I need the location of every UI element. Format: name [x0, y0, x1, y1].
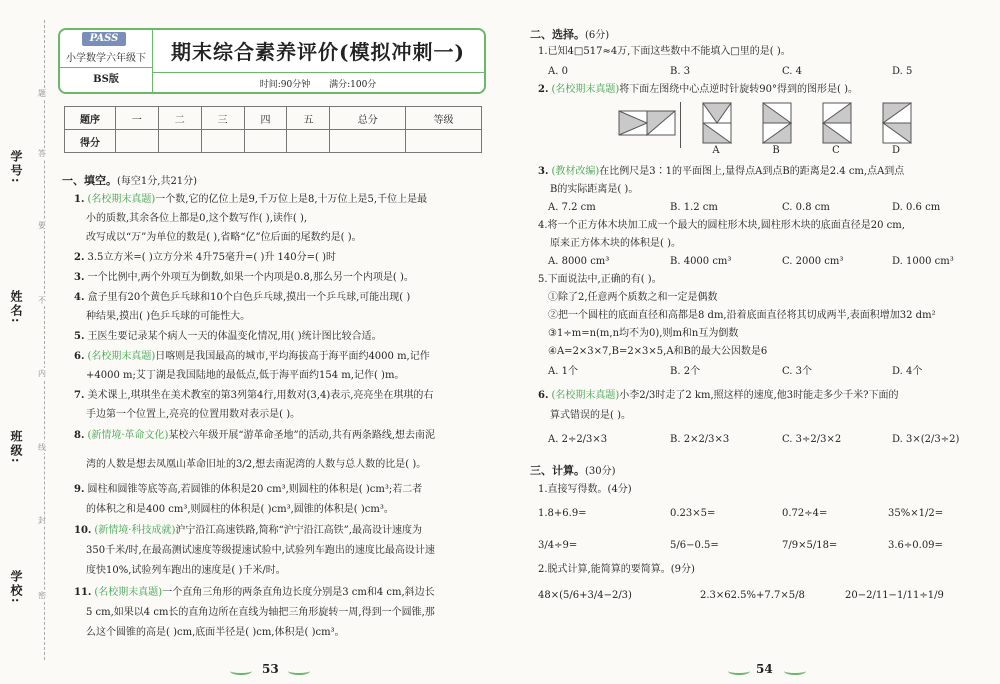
table-cell: 等级: [406, 107, 482, 130]
question-line: [86, 307, 250, 327]
question-text: 沪宁沿江高速铁路,简称“沪宁沿江高铁”,最高设计速度为: [175, 525, 422, 536]
question-number: 3.: [74, 272, 85, 283]
option[interactable]: B. 3: [670, 66, 691, 77]
option[interactable]: A. 8000 cm³: [548, 256, 610, 267]
figure-label: A: [712, 145, 720, 156]
option[interactable]: C. 3÷2/3×2: [782, 434, 842, 445]
section-note: (30分): [585, 466, 616, 477]
section-note: (每空1分,共21分): [117, 176, 198, 187]
seal-word: 内: [38, 369, 46, 378]
option[interactable]: B. 2×2/3×3: [670, 434, 730, 445]
score-cell[interactable]: [201, 130, 244, 153]
seal-word: 密: [38, 591, 46, 600]
question-tag: (名校期末真题): [551, 390, 620, 401]
score-cell[interactable]: [287, 130, 330, 153]
seal-word: 题: [38, 89, 46, 98]
option-figure-a[interactable]: [702, 102, 732, 144]
table-row: [65, 107, 482, 130]
student-id-label: 学号:: [9, 150, 23, 185]
question-number: 5.: [74, 331, 85, 342]
name-label: 姓名:: [9, 290, 23, 325]
class-label: 班级:: [9, 430, 23, 465]
calc-item: 3/4÷9=: [538, 540, 578, 551]
question-line: [74, 190, 427, 210]
leaf-ornament-icon: [288, 664, 310, 676]
section-title-text: 一、填空。: [62, 174, 117, 187]
question-text: 将下面左图绕中心点逆时针旋转90°得到的图形是( )。: [619, 84, 858, 95]
question-text: +4000 m;艾丁湖是我国陆地的最低点,低于海平面约154 m,记作( )m。: [86, 370, 405, 381]
score-cell[interactable]: [406, 130, 482, 153]
statement: ②把一个圆柱的底面直径和高都是8 dm,沿着底面直径将其切成两半,表面积增加32 dm²: [548, 310, 936, 321]
statement: ①除了2,任意两个质数之和一定是偶数: [548, 292, 718, 303]
option[interactable]: A. 0: [548, 66, 568, 77]
option[interactable]: C. 0.8 cm: [782, 202, 830, 213]
calc-part-1-title: 1.直接写得数。(4分): [538, 484, 632, 495]
section-3-title: [530, 462, 616, 478]
question-line: [86, 228, 362, 248]
question-line: [74, 327, 382, 347]
question-line: [86, 209, 307, 229]
question-line: [74, 268, 414, 288]
question-line: [74, 288, 410, 308]
question-tag: (名校期末真题): [94, 587, 163, 598]
section-title-text: 三、计算。: [530, 464, 585, 477]
question-text: 某校六年级开展“游革命圣地”的活动,共有两条路线,想去南泥: [168, 430, 436, 441]
calc-item: 20−2/11−1/11÷1/9: [845, 590, 944, 601]
calc-item: 0.72÷4=: [782, 508, 828, 519]
full-score: 满分:100分: [329, 80, 377, 90]
table-cell: 一: [116, 107, 159, 130]
question-text: 圆柱和圆锥等底等高,若圆锥的体积是20 cm³,则圆柱的体积是( )cm³;若二者: [87, 484, 423, 495]
table-cell: 总分: [330, 107, 406, 130]
question-text: 盒子里有20个黄色乒乓球和10个白色乒乓球,摸出一个乒乓球,可能出现( ): [87, 292, 411, 303]
question-number: 11.: [74, 587, 92, 598]
option[interactable]: D. 4个: [892, 366, 923, 377]
question-tag: (新情境·革命文化): [87, 430, 169, 441]
figure-label: B: [772, 145, 780, 156]
grade-label: 小学数学六年级下: [60, 49, 152, 68]
question-number: 4.: [74, 292, 85, 303]
binding-margin: [0, 0, 58, 684]
score-cell[interactable]: [330, 130, 406, 153]
question-text: 在比例尺是3∶1的平面图上,量得点A到点B的距离是2.4 cm,点A到点: [599, 166, 905, 177]
section-1-title: [62, 172, 197, 188]
question-text: 小李2/3时走了2 km,照这样的速度,他3时能走多少千米?下面的: [619, 390, 899, 401]
question-text: 一个数,它的亿位上是9,千万位上是8,十万位上是5,千位上是最: [155, 194, 428, 205]
table-cell: 四: [244, 107, 287, 130]
option[interactable]: B. 1.2 cm: [670, 202, 718, 213]
question-line: [86, 366, 404, 386]
edition-label: BS版: [93, 74, 119, 85]
calc-item: 5/6−0.5=: [670, 540, 719, 551]
option[interactable]: B. 2个: [670, 366, 701, 377]
table-cell: 五: [287, 107, 330, 130]
original-figure: [618, 110, 676, 136]
figure-label: D: [891, 145, 901, 156]
question-line: [86, 603, 435, 623]
calc-item: 2.3×62.5%+7.7×5/8: [700, 590, 805, 601]
score-table: [64, 106, 482, 153]
question-text: 5 cm,如果以4 cm长的直角边所在直线为轴把三角形旋转一周,得到一个圆锥,那: [86, 607, 435, 618]
question-tag: (名校期末真题): [87, 351, 156, 362]
statement: ④A=2×3×7,B=2×3×5,A和B的最大公因数是6: [548, 346, 768, 357]
option[interactable]: D. 1000 cm³: [892, 256, 954, 267]
option[interactable]: B. 4000 cm³: [670, 256, 732, 267]
score-cell[interactable]: [158, 130, 201, 153]
exam-header: [58, 28, 486, 94]
choice-question-3: 3. (教材改编)在比例尺是3∶1的平面图上,量得点A到点B的距离是2.4 cm,点A到点: [538, 166, 905, 177]
score-cell[interactable]: [116, 130, 159, 153]
leaf-ornament-icon: [784, 664, 806, 676]
question-text: 么这个圆锥的高是( )cm,底面半径是( )cm,体积是( )cm³。: [86, 627, 345, 638]
question-text: 一个直角三角形的两条直角边长度分别是3 cm和4 cm,斜边长: [162, 587, 435, 598]
question-text: 日喀则是我国最高的城市,平均海拔高于海平面约4000 m,记作: [155, 351, 430, 362]
question-line: [74, 386, 433, 406]
calc-part-2-title: 2.脱式计算,能简算的要简算。(9分): [538, 564, 695, 575]
figure-label: C: [832, 145, 840, 156]
option-figure-d[interactable]: [882, 102, 912, 144]
question-line: [74, 480, 422, 500]
leaf-ornament-icon: [728, 664, 750, 676]
seal-word: 封: [38, 516, 46, 525]
question-number: 7.: [74, 390, 85, 401]
question-text: 种结果,摸出( )色乒乓球的可能性大。: [86, 311, 251, 322]
calc-item: 1.8+6.9=: [538, 508, 587, 519]
time-limit: 时间:90分钟: [259, 80, 311, 90]
section-title-text: 二、选择。: [530, 28, 585, 41]
question-line: [74, 248, 336, 268]
choice-question-1: 1.已知4□517≈4万,下面这些数中不能填入□里的是( )。: [538, 46, 791, 57]
option[interactable]: A. 7.2 cm: [548, 202, 596, 213]
option[interactable]: C. 4: [782, 66, 803, 77]
question-text: 度快10%,试验列车跑出的速度是( )千米/时。: [86, 565, 286, 576]
question-line: [74, 521, 422, 541]
option[interactable]: C. 2000 cm³: [782, 256, 844, 267]
school-label: 学校:: [9, 570, 23, 605]
calc-item: 7/9×5/18=: [782, 540, 838, 551]
table-cell: 题序: [65, 107, 116, 130]
question-number: 1.: [74, 194, 85, 205]
question-line: [74, 583, 435, 603]
page-number: 54: [756, 662, 773, 676]
question-text: 一个比例中,两个外项互为倒数,如果一个内项是0.8,那么另一个内项是( )。: [87, 272, 414, 283]
leaf-ornament-icon: [230, 664, 252, 676]
question-line: [86, 541, 435, 561]
question-tag: (新情境·科技成就): [94, 525, 176, 536]
choice-question-4: 4.将一个正方体木块加工成一个最大的圆柱形木块,圆柱形木块的底面直径是20 cm,: [538, 220, 905, 231]
score-cell[interactable]: [244, 130, 287, 153]
seal-line: [44, 20, 45, 660]
question-line: [86, 405, 300, 425]
calc-item: 0.23×5=: [670, 508, 716, 519]
option[interactable]: A. 1个: [548, 366, 578, 377]
option[interactable]: D. 5: [892, 66, 913, 77]
choice-question-5: 5.下面说法中,正确的有( )。: [538, 274, 662, 285]
section-note: (6分): [585, 30, 610, 41]
seal-word: 要: [38, 221, 46, 230]
choice-question-6: 6. (名校期末真题)小李2/3时走了2 km,照这样的速度,他3时能走多少千米?下面的: [538, 390, 899, 401]
header-info: [60, 30, 153, 92]
option[interactable]: D. 3×(2/3÷2): [892, 434, 960, 445]
table-cell: 得分: [65, 130, 116, 153]
seal-word: 答: [38, 149, 46, 158]
question-line: [74, 426, 435, 446]
question-text: 350千米/时,在最高测试速度等级提速试验中,试验列车跑出的速度比最高设计速: [86, 545, 435, 556]
question-text-cont: 算式错误的是( )。: [550, 410, 631, 421]
option-figure-c[interactable]: [822, 102, 852, 144]
question-number: 8.: [74, 430, 85, 441]
question-line: [86, 623, 345, 643]
question-text: 王医生要记录某个病人一天的体温变化情况,用( )统计图比较合适。: [87, 331, 382, 342]
option[interactable]: D. 0.6 cm: [892, 202, 941, 213]
pass-logo: PASS: [82, 32, 126, 46]
question-line: [86, 561, 286, 581]
table-cell: 三: [201, 107, 244, 130]
question-text-cont: B的实际距离是( )。: [550, 184, 639, 195]
question-line: [74, 347, 430, 367]
choice-question-2: 2. (名校期末真题)将下面左图绕中心点逆时针旋转90°得到的图形是( )。: [538, 84, 858, 95]
question-tag: (名校期末真题): [87, 194, 156, 205]
question-text: 美术课上,琪琪坐在美术教室的第3列第4行,用数对(3,4)表示,亮亮坐在琪琪的右: [87, 390, 434, 401]
exam-title: 期末综合素养评价(模拟冲刺一): [171, 40, 465, 64]
question-text-cont: 原来正方体木块的体积是( )。: [550, 238, 681, 249]
right-page: [500, 0, 1000, 684]
calc-item: 48×(5/6+3/4−2/3): [538, 590, 632, 601]
question-number: 2.: [74, 252, 85, 263]
seal-word: 线: [38, 443, 46, 452]
table-cell: 二: [158, 107, 201, 130]
option[interactable]: A. 2÷2/3×3: [548, 434, 608, 445]
section-2-title: [530, 26, 609, 42]
question-tag: (教材改编): [551, 166, 600, 177]
question-line: [86, 455, 426, 475]
figure-divider: [680, 102, 681, 148]
exam-meta: [152, 72, 484, 90]
calc-item: 3.6÷0.09=: [888, 540, 943, 551]
option-figure-b[interactable]: [762, 102, 792, 144]
calc-item: 35%×1/2=: [888, 508, 944, 519]
question-text: 的体积之和是400 cm³,则圆柱的体积是( )cm³,圆锥的体积是( )cm³。: [86, 504, 394, 515]
question-text: 湾的人数是想去凤凰山革命旧址的3/2,想去南泥湾的人数与总人数的比是( )。: [86, 459, 427, 470]
question-text: 改写成以“万”为单位的数是( ),省略“亿”位后面的尾数约是( )。: [86, 232, 362, 243]
seal-word: 不: [38, 296, 46, 305]
option[interactable]: C. 3个: [782, 366, 813, 377]
question-tag: (名校期末真题): [551, 84, 620, 95]
table-row: [65, 130, 482, 153]
question-text: 手边第一个位置上,亮亮的位置用数对表示是( )。: [86, 409, 301, 420]
question-number: 9.: [74, 484, 85, 495]
question-text: 3.5立方米=( )立方分米 4升75毫升=( )升 140分=( )时: [87, 252, 336, 263]
question-number: 6.: [74, 351, 85, 362]
question-line: [86, 500, 394, 520]
question-text: 小的质数,其余各位上都是0,这个数写作( ),读作( ),: [86, 213, 308, 224]
statement: ③1÷m=n(m,n均不为0),则m和n互为倒数: [548, 328, 739, 339]
question-number: 10.: [74, 525, 92, 536]
page-number: 53: [262, 662, 279, 676]
